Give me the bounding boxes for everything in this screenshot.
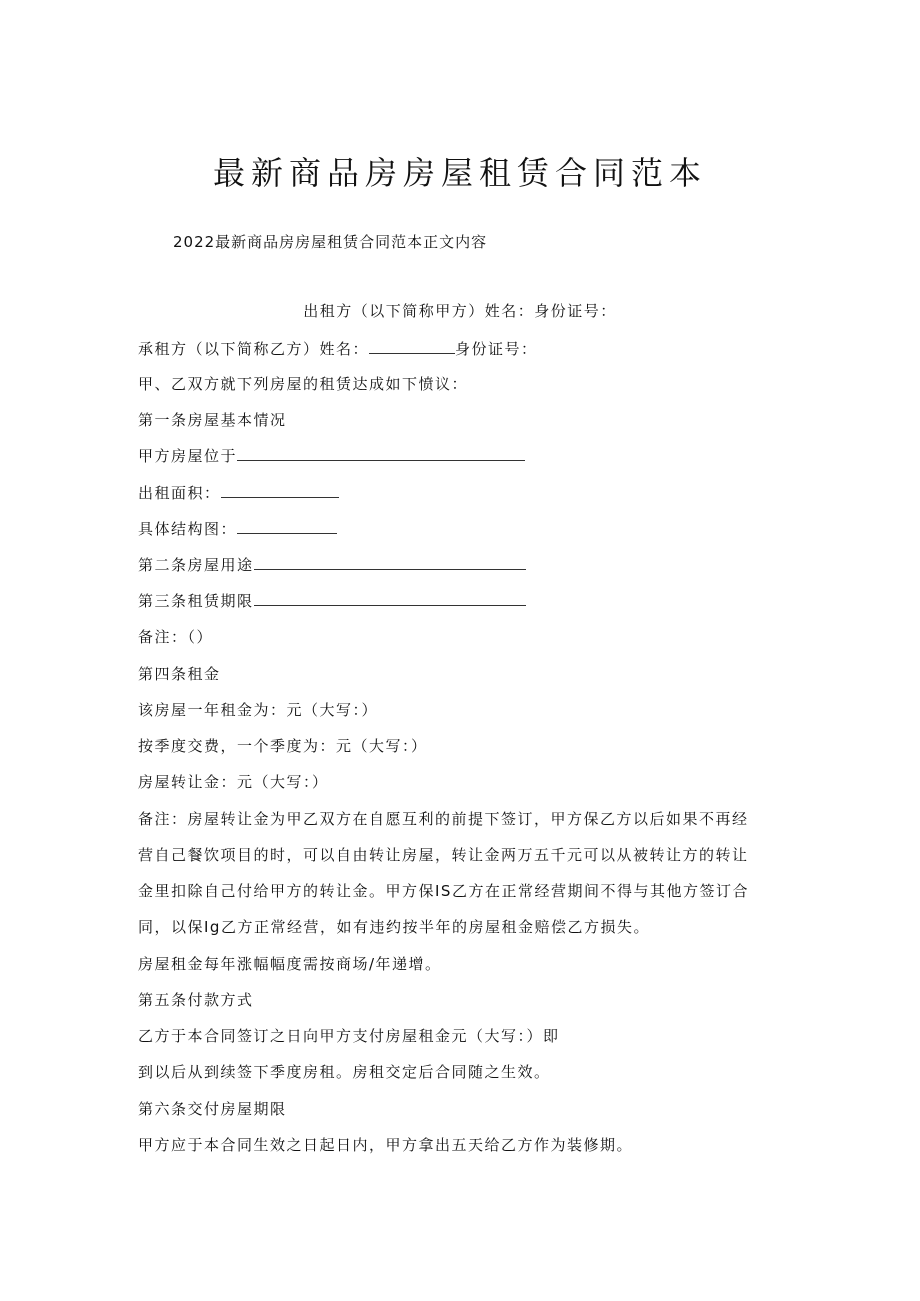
area-label: 出租面积： xyxy=(138,484,221,502)
usage-blank xyxy=(254,555,526,570)
structure-label: 具体结构图： xyxy=(138,520,238,538)
location-label: 甲方房屋位于 xyxy=(138,447,238,465)
article-2-label: 第二条房屋用途 xyxy=(138,556,254,574)
rent-increase-line: 房屋租金每年涨幅幅度需按商场/年递增。 xyxy=(138,955,442,973)
article-5-heading: 第五条付款方式 xyxy=(138,991,254,1009)
area-line xyxy=(138,482,339,503)
document-subtitle: 2022最新商品房房屋租赁合同范本正文内容 xyxy=(173,233,488,251)
remark-2-line-2: 营自己餐饮项目的时，可以自由转让房屋，转让金两万五千元可以从被转让方的转让 xyxy=(138,846,749,864)
term-blank xyxy=(254,591,526,606)
article-4-heading: 第四条租金 xyxy=(138,665,221,683)
transfer-fee-line: 房屋转让金：元（大写：） xyxy=(138,773,329,791)
remark-1-line: 备注：（） xyxy=(138,628,214,646)
payment-line-1: 乙方于本合同签订之日向甲方支付房屋租金元（大写：）即 xyxy=(138,1027,560,1045)
remark-2-line-3: 金里扣除自己付给甲方的转让金。甲方保IS乙方在正常经营期间不得与其他方签订合 xyxy=(138,882,749,900)
agreement-line: 甲、乙双方就下列房屋的租赁达成如下愤议： xyxy=(138,375,469,393)
article-2-line xyxy=(138,554,526,575)
area-blank xyxy=(221,483,339,498)
article-6-heading: 第六条交付房屋期限 xyxy=(138,1100,287,1118)
document-title: 最新商品房房屋租赁合同范本 xyxy=(212,154,707,192)
article-3-line xyxy=(138,590,526,611)
annual-rent-line: 该房屋一年租金为：元（大写：） xyxy=(138,701,379,719)
article-3-label: 第三条租赁期限 xyxy=(138,592,254,610)
structure-line xyxy=(138,518,337,539)
party-b-name-blank xyxy=(369,339,455,354)
article-1-heading: 第一条房屋基本情况 xyxy=(138,411,287,429)
payment-line-2: 到以后从到续签下季度房租。房租交定后合同随之生效。 xyxy=(138,1063,551,1081)
party-b-line xyxy=(138,338,538,359)
party-b-id-label: 身份证号： xyxy=(455,340,538,358)
party-b-label: 承租方（以下简称乙方）姓名： xyxy=(138,340,370,358)
structure-blank xyxy=(237,519,337,534)
quarterly-rent-line: 按季度交费，一个季度为：元（大写：） xyxy=(138,737,428,755)
location-line xyxy=(138,445,525,466)
delivery-line: 甲方应于本合同生效之日起日内，甲方拿出五天给乙方作为装修期。 xyxy=(138,1136,634,1154)
party-a-line: 出租方（以下简称甲方）姓名：身份证号： xyxy=(303,302,617,320)
remark-2-line-4: 同，以保Ig乙方正常经营，如有违约按半年的房屋租金赔偿乙方损失。 xyxy=(138,918,650,936)
remark-2-line-1: 备注：房屋转让金为甲乙双方在自愿互利的前提下签订，甲方保乙方以后如果不再经 xyxy=(138,810,749,828)
location-blank xyxy=(237,446,525,461)
